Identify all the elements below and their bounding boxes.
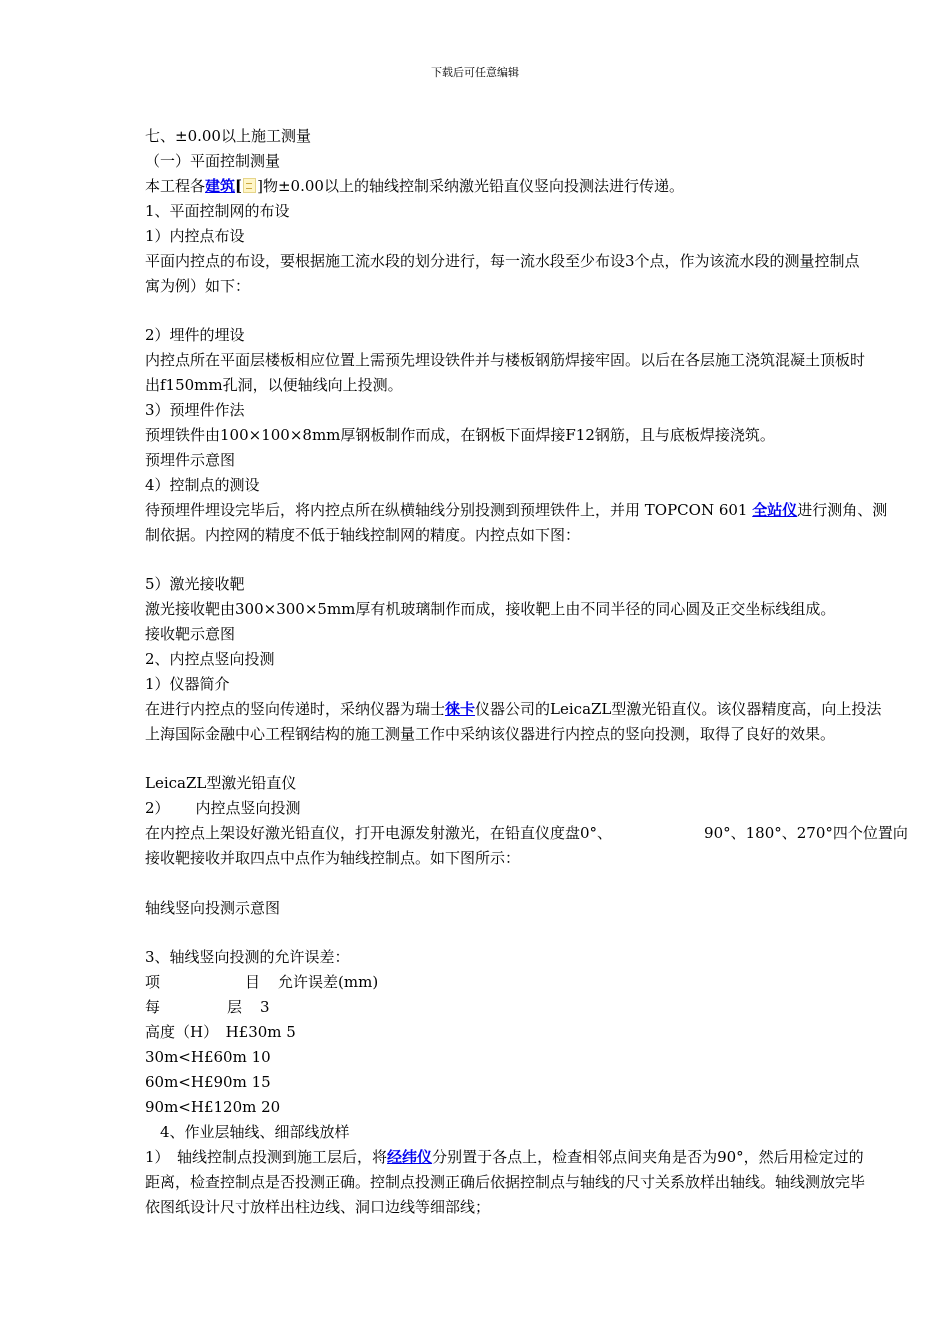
figure-caption: 接收靶示意图 [145,625,236,643]
heading-line: 4）控制点的测设 [145,476,260,494]
keyword-link-building[interactable]: 建筑 [205,177,236,195]
table-row [145,996,270,1018]
keyword-link-total-station[interactable]: 全站仪 [752,501,798,519]
heading-line: 4、作业层轴线、细部线放样 [145,1123,350,1141]
table-cell: 层 [227,998,243,1016]
heading-line: 2）埋件的埋设 [145,326,245,344]
figure-caption: 预埋件示意图 [145,451,236,469]
figure-caption: LeicaZL型激光铅直仪 [145,774,297,792]
heading-line: 1、平面控制网的布设 [145,202,290,220]
table-row: 30m<H£60m 10 [145,1048,271,1066]
heading-line: 2、内控点竖向投测 [145,650,275,668]
paragraph-line [145,698,881,720]
heading-line [145,797,301,819]
paragraph-line: 激光接收靶由300×300×5mm厚有机玻璃制作而成，接收靶上由不同半径的同心圆及正交坐标线组成。 [145,600,836,618]
paragraph-line [145,822,908,844]
heading-line: 1）内控点布设 [145,227,245,245]
paragraph-line [145,175,684,197]
table-header-cell: 允许误差(mm) [278,973,379,991]
text-span: 在内控点上架设好激光铅直仪，打开电源发射激光，在铅直仪度盘0°、 [145,824,613,842]
text-span: 待预埋件埋设完毕后，将内控点所在纵横轴线分别投测到预埋铁件上，并用 TOPCON 601 [145,501,753,519]
paragraph-line: 上海国际金融中心工程钢结构的施工测量工作中采纳该仪器进行内控点的竖向投测，取得了良好的效果。 [145,725,836,743]
heading-line: 5）激光接收靶 [145,575,245,593]
table-row: 高度（H） H£30m 5 [145,1023,296,1041]
table-header-row [145,971,378,993]
figure-caption: 轴线竖向投测示意图 [145,899,281,917]
paragraph-line [145,499,887,521]
table-header-cell: 项 [145,973,161,991]
heading-line: 1）仪器简介 [145,675,230,693]
paragraph-line: 依图纸设计尺寸放样出柱边线、洞口边线等细部线； [145,1198,491,1216]
paragraph-line: 制依据。内控网的精度不低于轴线控制网的精度。内控点如下图： [145,526,581,544]
text-span: 内控点竖向投测 [195,799,301,817]
table-cell: 3 [260,998,270,1016]
page-header-note: 下载后可任意编辑 [431,66,519,79]
paragraph-line: 接收靶接收并取四点中点作为轴线控制点。如下图所示： [145,849,521,867]
table-header-cell: 目 [245,973,261,991]
keyword-link-leica[interactable]: 徕卡 [445,700,476,718]
paragraph-line: 出f150mm孔洞，以便轴线向上投测。 [145,376,403,394]
text-span: 1） 轴线控制点投测到施工层后，将 [145,1148,388,1166]
table-cell: 每 [145,998,161,1016]
text-span: 进行测角、测 [797,501,888,519]
paragraph-line: 预埋铁件由100×100×8mm厚钢板制作而成，在钢板下面焊接F12钢筋，且与底板焊接浇筑。 [145,426,775,444]
paragraph-line: 寓为例）如下： [145,277,251,295]
table-row: 60m<H£90m 15 [145,1073,271,1091]
image-placeholder-icon [243,178,256,193]
keyword-link-theodolite[interactable]: 经纬仪 [387,1148,433,1166]
text-span: 在进行内控点的竖向传递时，采纳仪器为瑞士 [145,700,446,718]
paragraph-line: 距离，检查控制点是否投测正确。控制点投测正确后依据控制点与轴线的尺寸关系放样出轴线。轴线测放完毕 [145,1173,866,1191]
paragraph-line [145,1146,864,1168]
text-span: ]物±0.00以上的轴线控制采纳激光铅直仪竖向投测法进行传递。 [257,177,684,195]
paragraph-line: 平面内控点的布设，要根据施工流水段的划分进行，每一流水段至少布设3个点，作为该流水段的测量控制点 [145,252,860,270]
heading-line: 3、轴线竖向投测的允许误差： [145,948,350,966]
bracket-open: [ [235,177,243,195]
section-title: 七、±0.00以上施工测量 [145,127,311,145]
paragraph-line: 内控点所在平面层楼板相应位置上需预先埋设铁件并与楼板钢筋焊接牢固。以后在各层施工浇筑混凝土顶板时 [145,351,866,369]
subsection-title: （一）平面控制测量 [145,152,281,170]
heading-line: 3）预埋件作法 [145,401,245,419]
text-span: 本工程各 [145,177,206,195]
table-row: 90m<H£120m 20 [145,1098,281,1116]
text-span: 90°、180°、270°四个位置向 [704,824,908,842]
list-number: 2） [145,799,170,817]
text-span: 仪器公司的LeicaZL型激光铅直仪。该仪器精度高，向上投法 [475,700,882,718]
text-span: 分别置于各点上，检查相邻点间夹角是否为90°，然后用检定过的 [432,1148,864,1166]
